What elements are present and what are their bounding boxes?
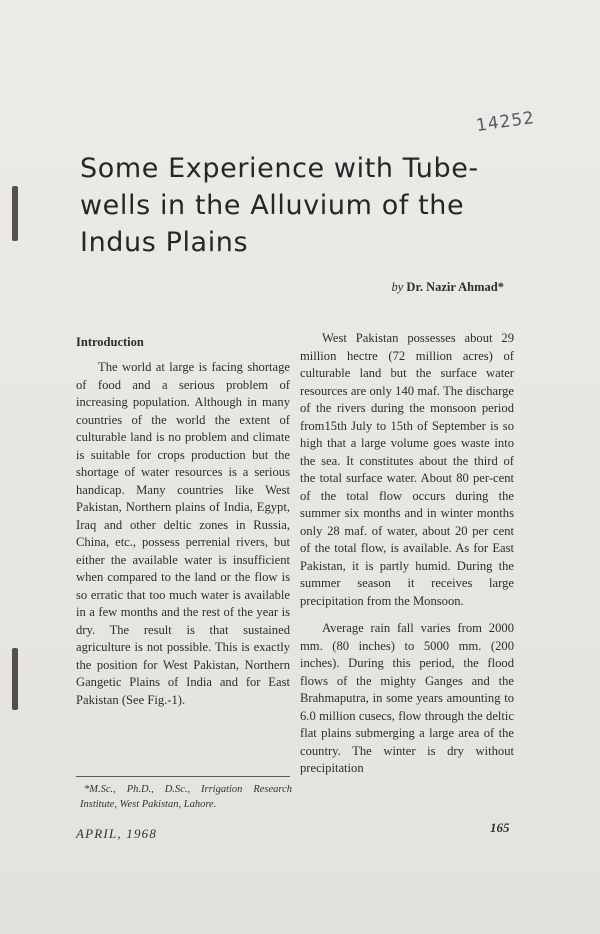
section-heading-introduction: Introduction — [76, 335, 144, 349]
article-title: Some Experience with Tube-wells in the Alluvium of the Indus Plains — [80, 153, 479, 258]
footnote-divider — [76, 776, 290, 777]
staple-mark-top — [12, 186, 18, 241]
author-footnote: *M.Sc., Ph.D., D.Sc., Irrigation Research Institute, West Pakistan, Lahore. — [80, 784, 292, 810]
introduction-paragraph: The world at large is facing shortage of food and a serious problem of increasing population. Although in many countries of the world the extent of culturable land is no problem and climate is suitable for crops production but the shortage of water resources is a serious handicap. Many countries like West Pakistan, Northern plains of India, Egypt, Iraq and other deltic zones in Russia, China, etc., possess perrenial rivers, but either the available water is insufficient when compared to the land or the flow is so erratic that too much water is available in a few months and the rest of the year is dry. The result is that sustained agriculture is not possible. This is exactly the position for West Pakistan, Northern Gangetic Plains of India and for East Pakistan (See Fig.-1). — [76, 360, 290, 707]
body-paragraph-1: West Pakistan possesses about 29 million hectre (72 million acres) of culturable land but the surface water resources are only 140 maf. The discharge of the rivers during the monsoon period from15th July to 15th of September is so high that a large volume goes waste into the sea. It constitutes about the third of the total surface water. About 80 per-cent of the total flow occurs during the summer six months and in winter months only 28 maf. of water, about 20 per cent of the total flow, is available. As for East Pakistan, it is partly humid. During the summer season it receives large precipitation from the Monsoon. — [300, 331, 514, 608]
body-paragraph-2: Average rain fall varies from 2000 mm. (80 inches) to 5000 mm. (200 inches). During this period, the flood flows of the mighty Ganges and the Brahmaputra, in some years amounting to 6.0 million cusecs, flow through the deltic flat plains submerging a large area of the country. The winter is dry without precipitation — [300, 621, 514, 775]
left-column — [76, 334, 290, 709]
byline — [391, 280, 504, 295]
byline-by: by — [391, 280, 404, 294]
right-column — [300, 330, 514, 778]
page-number: 165 — [490, 820, 510, 835]
issue-date: APRIL, 1968 — [76, 826, 158, 841]
author-name: Dr. Nazir Ahmad* — [406, 280, 504, 294]
staple-mark-bottom — [12, 648, 18, 710]
handwritten-note: 14252 — [474, 107, 537, 137]
